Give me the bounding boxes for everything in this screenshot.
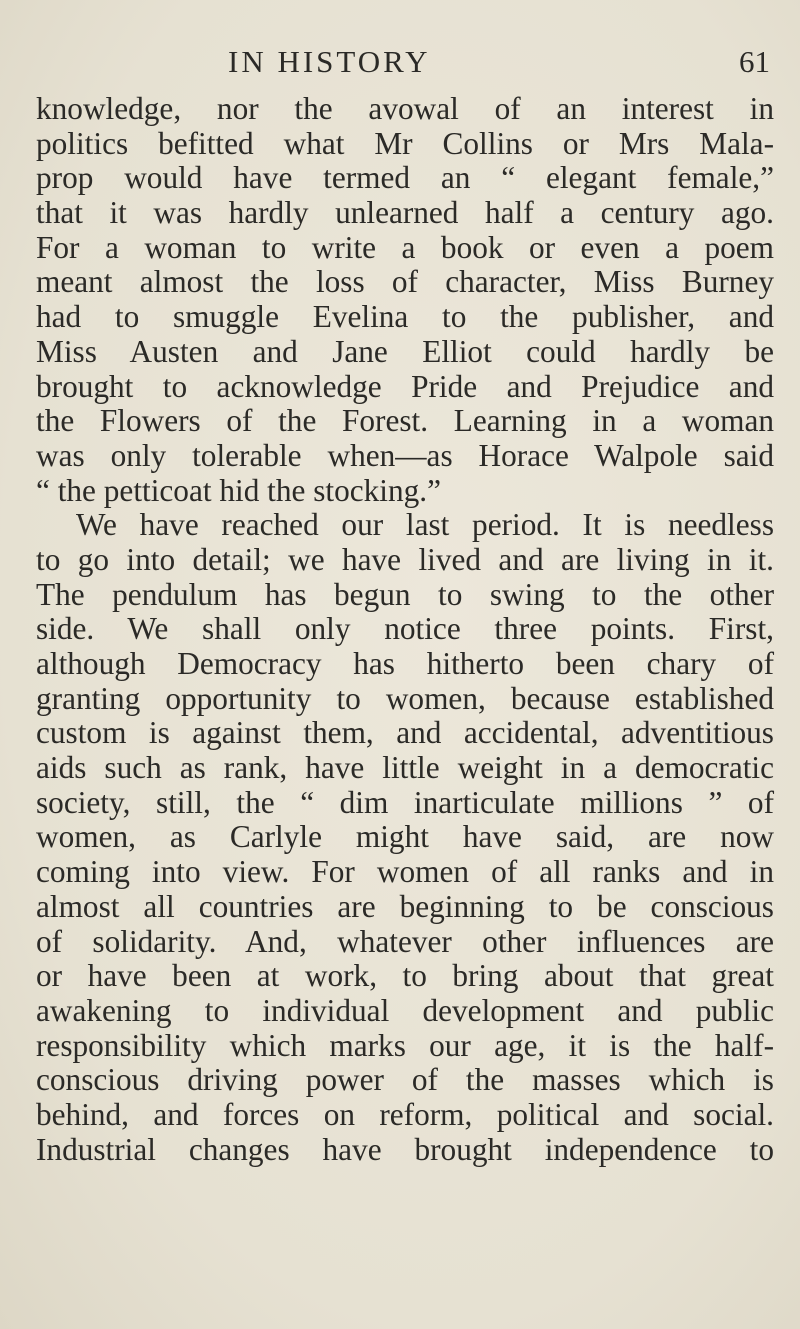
- text-line: to go into detail; we have lived and are living in it.: [36, 541, 774, 577]
- text-line: had to smuggle Evelina to the publisher, and: [36, 299, 774, 335]
- running-head-title: IN HISTORY: [228, 44, 431, 79]
- page-number: 61: [739, 44, 770, 79]
- text-line: of solidarity. And, whatever other influences are: [36, 923, 774, 959]
- text-line: coming into view. For women of all ranks and in: [36, 854, 774, 890]
- text-line: “ the petticoat hid the stocking.”: [36, 472, 441, 508]
- text-line: conscious driving power of the masses which is: [36, 1062, 774, 1098]
- text-line: The pendulum has begun to swing to the other: [36, 576, 774, 612]
- text-line: awakening to individual development and public: [36, 992, 774, 1028]
- text-line: responsibility which marks our age, it is the half-: [36, 1027, 774, 1063]
- text-line: meant almost the loss of character, Miss Burney: [36, 264, 774, 300]
- text-line: brought to acknowledge Pride and Prejudice and: [36, 368, 774, 404]
- text-line: was only tolerable when—as Horace Walpole said: [36, 437, 774, 473]
- text-line: side. We shall only notice three points. First,: [36, 611, 774, 647]
- text-line: custom is against them, and accidental, adventitious: [36, 715, 774, 751]
- text-line: almost all countries are beginning to be conscious: [36, 888, 774, 924]
- running-head: [0, 42, 800, 82]
- text-line: although Democracy has hitherto been chary of: [36, 646, 774, 681]
- text-line: knowledge, nor the avowal of an interest in: [36, 91, 774, 126]
- text-line: society, still, the “ dim inarticulate millions ” of: [36, 784, 774, 820]
- text-line: or have been at work, to bring about that great: [36, 958, 774, 994]
- paragraph-first-line: We have reached our last period. It is needless: [76, 507, 774, 543]
- text-line: prop would have termed an “ elegant female,”: [36, 160, 774, 196]
- text-line: behind, and forces on reform, political and social.: [36, 1096, 774, 1132]
- text-line: Miss Austen and Jane Elliot could hardly be: [36, 333, 774, 369]
- text-line: the Flowers of the Forest. Learning in a woman: [36, 403, 774, 439]
- body-text: [36, 92, 774, 1167]
- text-line: For a woman to write a book or even a poem: [36, 229, 774, 265]
- text-line: women, as Carlyle might have said, are now: [36, 819, 774, 855]
- text-line: politics befitted what Mr Collins or Mrs Mala-: [36, 125, 774, 161]
- text-line: granting opportunity to women, because established: [36, 680, 774, 716]
- text-line: Industrial changes have brought independence to: [36, 1131, 774, 1167]
- text-line: aids such as rank, have little weight in a democratic: [36, 750, 774, 786]
- text-line: that it was hardly unlearned half a century ago.: [36, 195, 774, 231]
